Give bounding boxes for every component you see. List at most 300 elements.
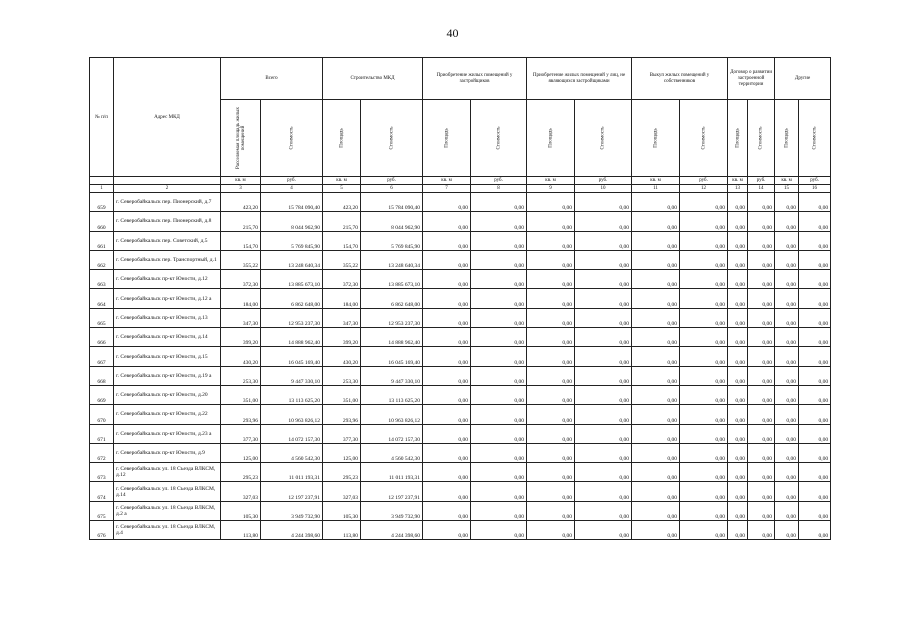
buyout-cost: 0,00 bbox=[680, 463, 728, 482]
buyout-cost: 0,00 bbox=[680, 521, 728, 540]
construction-area: 105,30 bbox=[323, 501, 361, 520]
others-cost: 0,00 bbox=[575, 193, 632, 212]
total-cost: 10 963 826,12 bbox=[261, 405, 323, 424]
other-area: 0,00 bbox=[775, 366, 799, 385]
development-cost: 0,00 bbox=[748, 308, 775, 327]
development-area: 0,00 bbox=[728, 405, 748, 424]
other-area: 0,00 bbox=[775, 463, 799, 482]
subheader-3 bbox=[221, 100, 261, 177]
table-row bbox=[90, 501, 831, 520]
developers-cost: 0,00 bbox=[471, 328, 527, 347]
development-area: 0,00 bbox=[728, 424, 748, 443]
others-area: 0,00 bbox=[527, 212, 575, 231]
developers-area: 0,00 bbox=[423, 347, 471, 366]
development-cost: 0,00 bbox=[748, 424, 775, 443]
row-address: г. Северобайкальск пр-кт Юности, д.9 bbox=[114, 443, 221, 462]
table-row bbox=[90, 328, 831, 347]
development-area: 0,00 bbox=[728, 270, 748, 289]
total-area: 125,00 bbox=[221, 443, 261, 462]
other-cost: 0,00 bbox=[799, 501, 831, 520]
subheader-9 bbox=[527, 100, 575, 177]
row-address: г. Северобайкальск ул. 18 Съезда ВЛКСМ, д.4 bbox=[114, 521, 221, 540]
developers-area: 0,00 bbox=[423, 443, 471, 462]
construction-area: 125,00 bbox=[323, 443, 361, 462]
other-area: 0,00 bbox=[775, 231, 799, 250]
resettlement-table bbox=[89, 57, 831, 540]
construction-area: 154,70 bbox=[323, 231, 361, 250]
row-address: г. Северобайкальск пр-кт Юности, д.23 а bbox=[114, 424, 221, 443]
column-number: 16 bbox=[799, 185, 831, 193]
construction-cost: 14 072 157,30 bbox=[361, 424, 423, 443]
buyout-area: 0,00 bbox=[632, 212, 680, 231]
development-cost: 0,00 bbox=[748, 328, 775, 347]
unit-label: кв. м bbox=[775, 177, 799, 185]
table-row bbox=[90, 385, 831, 404]
buyout-cost: 0,00 bbox=[680, 482, 728, 501]
column-number: 12 bbox=[680, 185, 728, 193]
development-cost: 0,00 bbox=[748, 231, 775, 250]
development-area: 0,00 bbox=[728, 308, 748, 327]
total-cost: 13 885 673,10 bbox=[261, 270, 323, 289]
developers-cost: 0,00 bbox=[471, 250, 527, 269]
total-area: 351,00 bbox=[221, 385, 261, 404]
buyout-cost: 0,00 bbox=[680, 212, 728, 231]
others-cost: 0,00 bbox=[575, 308, 632, 327]
subheader-label: Стоимость bbox=[812, 126, 818, 150]
other-area: 0,00 bbox=[775, 405, 799, 424]
developers-cost: 0,00 bbox=[471, 347, 527, 366]
developers-cost: 0,00 bbox=[471, 212, 527, 231]
others-cost: 0,00 bbox=[575, 347, 632, 366]
unit-label: руб. bbox=[471, 177, 527, 185]
other-area: 0,00 bbox=[775, 521, 799, 540]
row-number: 659 bbox=[90, 193, 114, 212]
total-cost: 11 011 193,31 bbox=[261, 463, 323, 482]
others-cost: 0,00 bbox=[575, 521, 632, 540]
construction-cost: 9 447 330,10 bbox=[361, 366, 423, 385]
total-cost: 6 862 648,00 bbox=[261, 289, 323, 308]
others-area: 0,00 bbox=[527, 424, 575, 443]
developers-area: 0,00 bbox=[423, 521, 471, 540]
other-area: 0,00 bbox=[775, 501, 799, 520]
column-number: 6 bbox=[361, 185, 423, 193]
subheader-label: Площадь bbox=[653, 128, 659, 148]
subheader-13 bbox=[728, 100, 748, 177]
others-area: 0,00 bbox=[527, 250, 575, 269]
total-cost: 8 044 962,90 bbox=[261, 212, 323, 231]
buyout-area: 0,00 bbox=[632, 308, 680, 327]
header-address: Адрес МКД bbox=[114, 58, 221, 177]
others-cost: 0,00 bbox=[575, 366, 632, 385]
others-area: 0,00 bbox=[527, 289, 575, 308]
developers-area: 0,00 bbox=[423, 193, 471, 212]
development-area: 0,00 bbox=[728, 443, 748, 462]
developers-cost: 0,00 bbox=[471, 443, 527, 462]
row-address: г. Северобайкальск пр-кт Юности, д.14 bbox=[114, 328, 221, 347]
construction-area: 184,00 bbox=[323, 289, 361, 308]
development-cost: 0,00 bbox=[748, 405, 775, 424]
row-address: г. Северобайкальск ул. 18 Съезда ВЛКСМ, д.12 bbox=[114, 463, 221, 482]
unit-label: кв. м bbox=[423, 177, 471, 185]
others-area: 0,00 bbox=[527, 231, 575, 250]
others-area: 0,00 bbox=[527, 308, 575, 327]
developers-cost: 0,00 bbox=[471, 231, 527, 250]
row-number: 671 bbox=[90, 424, 114, 443]
column-number: 4 bbox=[261, 185, 323, 193]
construction-area: 215,70 bbox=[323, 212, 361, 231]
table-row bbox=[90, 289, 831, 308]
construction-area: 113,80 bbox=[323, 521, 361, 540]
construction-area: 399,20 bbox=[323, 328, 361, 347]
buyout-area: 0,00 bbox=[632, 405, 680, 424]
developers-cost: 0,00 bbox=[471, 193, 527, 212]
row-number: 667 bbox=[90, 347, 114, 366]
row-address: г. Северобайкальск пр-кт Юности, д.22 bbox=[114, 405, 221, 424]
table-row bbox=[90, 482, 831, 501]
developers-area: 0,00 bbox=[423, 250, 471, 269]
others-cost: 0,00 bbox=[575, 405, 632, 424]
buyout-area: 0,00 bbox=[632, 385, 680, 404]
row-number: 665 bbox=[90, 308, 114, 327]
construction-area: 372,30 bbox=[323, 270, 361, 289]
unit-label: руб. bbox=[575, 177, 632, 185]
construction-area: 295,23 bbox=[323, 463, 361, 482]
developers-cost: 0,00 bbox=[471, 270, 527, 289]
row-address: г. Северобайкальск пер. Транспортный, д.1 bbox=[114, 250, 221, 269]
development-area: 0,00 bbox=[728, 482, 748, 501]
subheader-15 bbox=[775, 100, 799, 177]
developers-area: 0,00 bbox=[423, 385, 471, 404]
total-area: 399,20 bbox=[221, 328, 261, 347]
developers-area: 0,00 bbox=[423, 270, 471, 289]
others-cost: 0,00 bbox=[575, 501, 632, 520]
total-area: 430,20 bbox=[221, 347, 261, 366]
subheader-5 bbox=[323, 100, 361, 177]
group-other: Другие bbox=[775, 58, 831, 100]
development-cost: 0,00 bbox=[748, 385, 775, 404]
group-purchase-others: Приобретение жилых помещений у лиц, не являющихся застройщиками bbox=[527, 58, 632, 100]
column-number: 2 bbox=[114, 185, 221, 193]
construction-cost: 13 113 625,20 bbox=[361, 385, 423, 404]
row-address: г. Северобайкальск пр-кт Юности, д.13 bbox=[114, 308, 221, 327]
developers-area: 0,00 bbox=[423, 289, 471, 308]
developers-cost: 0,00 bbox=[471, 521, 527, 540]
table-row bbox=[90, 270, 831, 289]
other-cost: 0,00 bbox=[799, 328, 831, 347]
developers-area: 0,00 bbox=[423, 405, 471, 424]
total-cost: 13 248 640,34 bbox=[261, 250, 323, 269]
other-area: 0,00 bbox=[775, 193, 799, 212]
row-address: г. Северобайкальск ул. 18 Съезда ВЛКСМ, д.2 а bbox=[114, 501, 221, 520]
buyout-cost: 0,00 bbox=[680, 270, 728, 289]
buyout-area: 0,00 bbox=[632, 250, 680, 269]
buyout-cost: 0,00 bbox=[680, 501, 728, 520]
developers-cost: 0,00 bbox=[471, 482, 527, 501]
buyout-area: 0,00 bbox=[632, 463, 680, 482]
other-area: 0,00 bbox=[775, 308, 799, 327]
total-cost: 14 072 157,30 bbox=[261, 424, 323, 443]
row-address: г. Северобайкальск пер. Пионерский, д.7 bbox=[114, 193, 221, 212]
total-cost: 12 197 237,91 bbox=[261, 482, 323, 501]
table-row bbox=[90, 366, 831, 385]
others-cost: 0,00 bbox=[575, 270, 632, 289]
other-cost: 0,00 bbox=[799, 289, 831, 308]
row-number: 672 bbox=[90, 443, 114, 462]
construction-cost: 10 963 826,12 bbox=[361, 405, 423, 424]
unit-label: кв. м bbox=[221, 177, 261, 185]
construction-cost: 11 011 193,31 bbox=[361, 463, 423, 482]
column-number: 9 bbox=[527, 185, 575, 193]
developers-area: 0,00 bbox=[423, 366, 471, 385]
column-number: 13 bbox=[728, 185, 748, 193]
row-number: 668 bbox=[90, 366, 114, 385]
buyout-cost: 0,00 bbox=[680, 231, 728, 250]
unit-label: кв. м bbox=[323, 177, 361, 185]
buyout-area: 0,00 bbox=[632, 289, 680, 308]
development-cost: 0,00 bbox=[748, 443, 775, 462]
other-area: 0,00 bbox=[775, 347, 799, 366]
others-cost: 0,00 bbox=[575, 443, 632, 462]
developers-area: 0,00 bbox=[423, 308, 471, 327]
subheader-label: Площадь bbox=[339, 128, 345, 148]
development-cost: 0,00 bbox=[748, 250, 775, 269]
table-row bbox=[90, 347, 831, 366]
buyout-cost: 0,00 bbox=[680, 193, 728, 212]
subheader-12 bbox=[680, 100, 728, 177]
buyout-area: 0,00 bbox=[632, 482, 680, 501]
row-address: г. Северобайкальск пер. Пионерский, д.8 bbox=[114, 212, 221, 231]
column-number: 11 bbox=[632, 185, 680, 193]
buyout-area: 0,00 bbox=[632, 424, 680, 443]
subheader-label: Стоимость bbox=[289, 126, 294, 150]
developers-cost: 0,00 bbox=[471, 366, 527, 385]
others-area: 0,00 bbox=[527, 501, 575, 520]
table-row bbox=[90, 212, 831, 231]
unit-label: кв. м bbox=[632, 177, 680, 185]
developers-area: 0,00 bbox=[423, 424, 471, 443]
unit-blank bbox=[114, 177, 221, 185]
other-cost: 0,00 bbox=[799, 347, 831, 366]
row-number: 664 bbox=[90, 289, 114, 308]
construction-cost: 15 784 090,40 bbox=[361, 193, 423, 212]
buyout-cost: 0,00 bbox=[680, 289, 728, 308]
other-area: 0,00 bbox=[775, 482, 799, 501]
development-cost: 0,00 bbox=[748, 521, 775, 540]
other-area: 0,00 bbox=[775, 424, 799, 443]
row-number: 675 bbox=[90, 501, 114, 520]
group-development: Договор о развитии застроенной территории bbox=[728, 58, 775, 100]
other-cost: 0,00 bbox=[799, 308, 831, 327]
construction-area: 347,30 bbox=[323, 308, 361, 327]
table-row bbox=[90, 193, 831, 212]
header-num: № п/п bbox=[90, 58, 114, 177]
total-area: 154,70 bbox=[221, 231, 261, 250]
subheader-label: Площадь bbox=[548, 128, 554, 148]
others-area: 0,00 bbox=[527, 385, 575, 404]
other-cost: 0,00 bbox=[799, 193, 831, 212]
development-area: 0,00 bbox=[728, 501, 748, 520]
total-area: 372,30 bbox=[221, 270, 261, 289]
buyout-cost: 0,00 bbox=[680, 385, 728, 404]
others-cost: 0,00 bbox=[575, 424, 632, 443]
total-cost: 16 045 169,40 bbox=[261, 347, 323, 366]
subheader-label: Стоимость bbox=[389, 126, 395, 150]
buyout-cost: 0,00 bbox=[680, 347, 728, 366]
others-area: 0,00 bbox=[527, 521, 575, 540]
others-cost: 0,00 bbox=[575, 482, 632, 501]
buyout-area: 0,00 bbox=[632, 501, 680, 520]
development-area: 0,00 bbox=[728, 463, 748, 482]
total-area: 113,80 bbox=[221, 521, 261, 540]
row-address: г. Северобайкальск пр-кт Юности, д.19 а bbox=[114, 366, 221, 385]
total-cost: 14 888 962,40 bbox=[261, 328, 323, 347]
development-cost: 0,00 bbox=[748, 270, 775, 289]
column-number: 14 bbox=[748, 185, 775, 193]
buyout-cost: 0,00 bbox=[680, 443, 728, 462]
development-cost: 0,00 bbox=[748, 193, 775, 212]
construction-area: 351,00 bbox=[323, 385, 361, 404]
other-cost: 0,00 bbox=[799, 270, 831, 289]
unit-label: руб. bbox=[680, 177, 728, 185]
other-area: 0,00 bbox=[775, 328, 799, 347]
development-area: 0,00 bbox=[728, 328, 748, 347]
development-area: 0,00 bbox=[728, 347, 748, 366]
construction-area: 355,22 bbox=[323, 250, 361, 269]
column-number: 5 bbox=[323, 185, 361, 193]
developers-area: 0,00 bbox=[423, 231, 471, 250]
table-row bbox=[90, 443, 831, 462]
total-cost: 15 784 090,40 bbox=[261, 193, 323, 212]
others-cost: 0,00 bbox=[575, 385, 632, 404]
developers-cost: 0,00 bbox=[471, 405, 527, 424]
subheader-14 bbox=[748, 100, 775, 177]
development-area: 0,00 bbox=[728, 289, 748, 308]
buyout-area: 0,00 bbox=[632, 366, 680, 385]
subheader-label: Стоимость bbox=[600, 126, 606, 150]
other-area: 0,00 bbox=[775, 212, 799, 231]
development-cost: 0,00 bbox=[748, 212, 775, 231]
column-number: 7 bbox=[423, 185, 471, 193]
subheader-6 bbox=[361, 100, 423, 177]
total-cost: 5 769 845,90 bbox=[261, 231, 323, 250]
developers-cost: 0,00 bbox=[471, 308, 527, 327]
other-cost: 0,00 bbox=[799, 385, 831, 404]
others-area: 0,00 bbox=[527, 366, 575, 385]
buyout-area: 0,00 bbox=[632, 347, 680, 366]
developers-cost: 0,00 bbox=[471, 289, 527, 308]
development-area: 0,00 bbox=[728, 366, 748, 385]
buyout-area: 0,00 bbox=[632, 231, 680, 250]
row-number: 663 bbox=[90, 270, 114, 289]
row-number: 674 bbox=[90, 482, 114, 501]
unit-label: руб. bbox=[748, 177, 775, 185]
construction-cost: 12 953 237,30 bbox=[361, 308, 423, 327]
development-area: 0,00 bbox=[728, 193, 748, 212]
others-cost: 0,00 bbox=[575, 231, 632, 250]
construction-area: 327,03 bbox=[323, 482, 361, 501]
total-cost: 12 953 237,30 bbox=[261, 308, 323, 327]
total-cost: 3 949 732,90 bbox=[261, 501, 323, 520]
subheader-16 bbox=[799, 100, 831, 177]
row-address: г. Северобайкальск пр-кт Юности, д.12 bbox=[114, 270, 221, 289]
development-area: 0,00 bbox=[728, 521, 748, 540]
table-row bbox=[90, 231, 831, 250]
construction-cost: 6 862 648,00 bbox=[361, 289, 423, 308]
row-number: 660 bbox=[90, 212, 114, 231]
buyout-cost: 0,00 bbox=[680, 308, 728, 327]
other-area: 0,00 bbox=[775, 270, 799, 289]
others-cost: 0,00 bbox=[575, 328, 632, 347]
developers-cost: 0,00 bbox=[471, 463, 527, 482]
unit-label: кв. м bbox=[527, 177, 575, 185]
page-number: 40 bbox=[446, 26, 459, 40]
other-cost: 0,00 bbox=[799, 405, 831, 424]
row-number: 673 bbox=[90, 463, 114, 482]
table-row bbox=[90, 424, 831, 443]
construction-area: 293,96 bbox=[323, 405, 361, 424]
buyout-area: 0,00 bbox=[632, 328, 680, 347]
other-cost: 0,00 bbox=[799, 424, 831, 443]
developers-cost: 0,00 bbox=[471, 501, 527, 520]
others-area: 0,00 bbox=[527, 482, 575, 501]
construction-area: 253,30 bbox=[323, 366, 361, 385]
row-address: г. Северобайкальск пр-кт Юности, д.20 bbox=[114, 385, 221, 404]
total-area: 184,00 bbox=[221, 289, 261, 308]
others-area: 0,00 bbox=[527, 193, 575, 212]
unit-label: руб. bbox=[361, 177, 423, 185]
unit-label: руб. bbox=[261, 177, 323, 185]
row-number: 661 bbox=[90, 231, 114, 250]
row-address: г. Северобайкальск пр-кт Юности, д.12 а bbox=[114, 289, 221, 308]
other-cost: 0,00 bbox=[799, 521, 831, 540]
row-number: 676 bbox=[90, 521, 114, 540]
other-cost: 0,00 bbox=[799, 463, 831, 482]
total-area: 253,30 bbox=[221, 366, 261, 385]
group-purchase-developers: Приобретение жилых помещений у застройщиков bbox=[423, 58, 527, 100]
other-area: 0,00 bbox=[775, 250, 799, 269]
buyout-cost: 0,00 bbox=[680, 424, 728, 443]
subheader-7 bbox=[423, 100, 471, 177]
other-cost: 0,00 bbox=[799, 231, 831, 250]
column-number: 8 bbox=[471, 185, 527, 193]
column-number: 10 bbox=[575, 185, 632, 193]
table-row bbox=[90, 250, 831, 269]
others-cost: 0,00 bbox=[575, 212, 632, 231]
others-area: 0,00 bbox=[527, 405, 575, 424]
construction-cost: 14 888 962,40 bbox=[361, 328, 423, 347]
construction-cost: 16 045 169,40 bbox=[361, 347, 423, 366]
others-area: 0,00 bbox=[527, 463, 575, 482]
subheader-label: Площадь bbox=[735, 128, 741, 148]
total-cost: 4 560 542,30 bbox=[261, 443, 323, 462]
total-area: 377,30 bbox=[221, 424, 261, 443]
group-buyout: Выкуп жилых помещений у собственников bbox=[632, 58, 728, 100]
other-cost: 0,00 bbox=[799, 366, 831, 385]
development-cost: 0,00 bbox=[748, 347, 775, 366]
unit-blank bbox=[90, 177, 114, 185]
buyout-cost: 0,00 bbox=[680, 250, 728, 269]
others-area: 0,00 bbox=[527, 443, 575, 462]
total-area: 293,96 bbox=[221, 405, 261, 424]
group-total: Всего bbox=[221, 58, 323, 100]
development-area: 0,00 bbox=[728, 231, 748, 250]
subheader-11 bbox=[632, 100, 680, 177]
subheader-label: Площадь bbox=[444, 128, 450, 148]
others-cost: 0,00 bbox=[575, 463, 632, 482]
other-area: 0,00 bbox=[775, 385, 799, 404]
construction-cost: 4 560 542,30 bbox=[361, 443, 423, 462]
construction-cost: 3 949 732,90 bbox=[361, 501, 423, 520]
